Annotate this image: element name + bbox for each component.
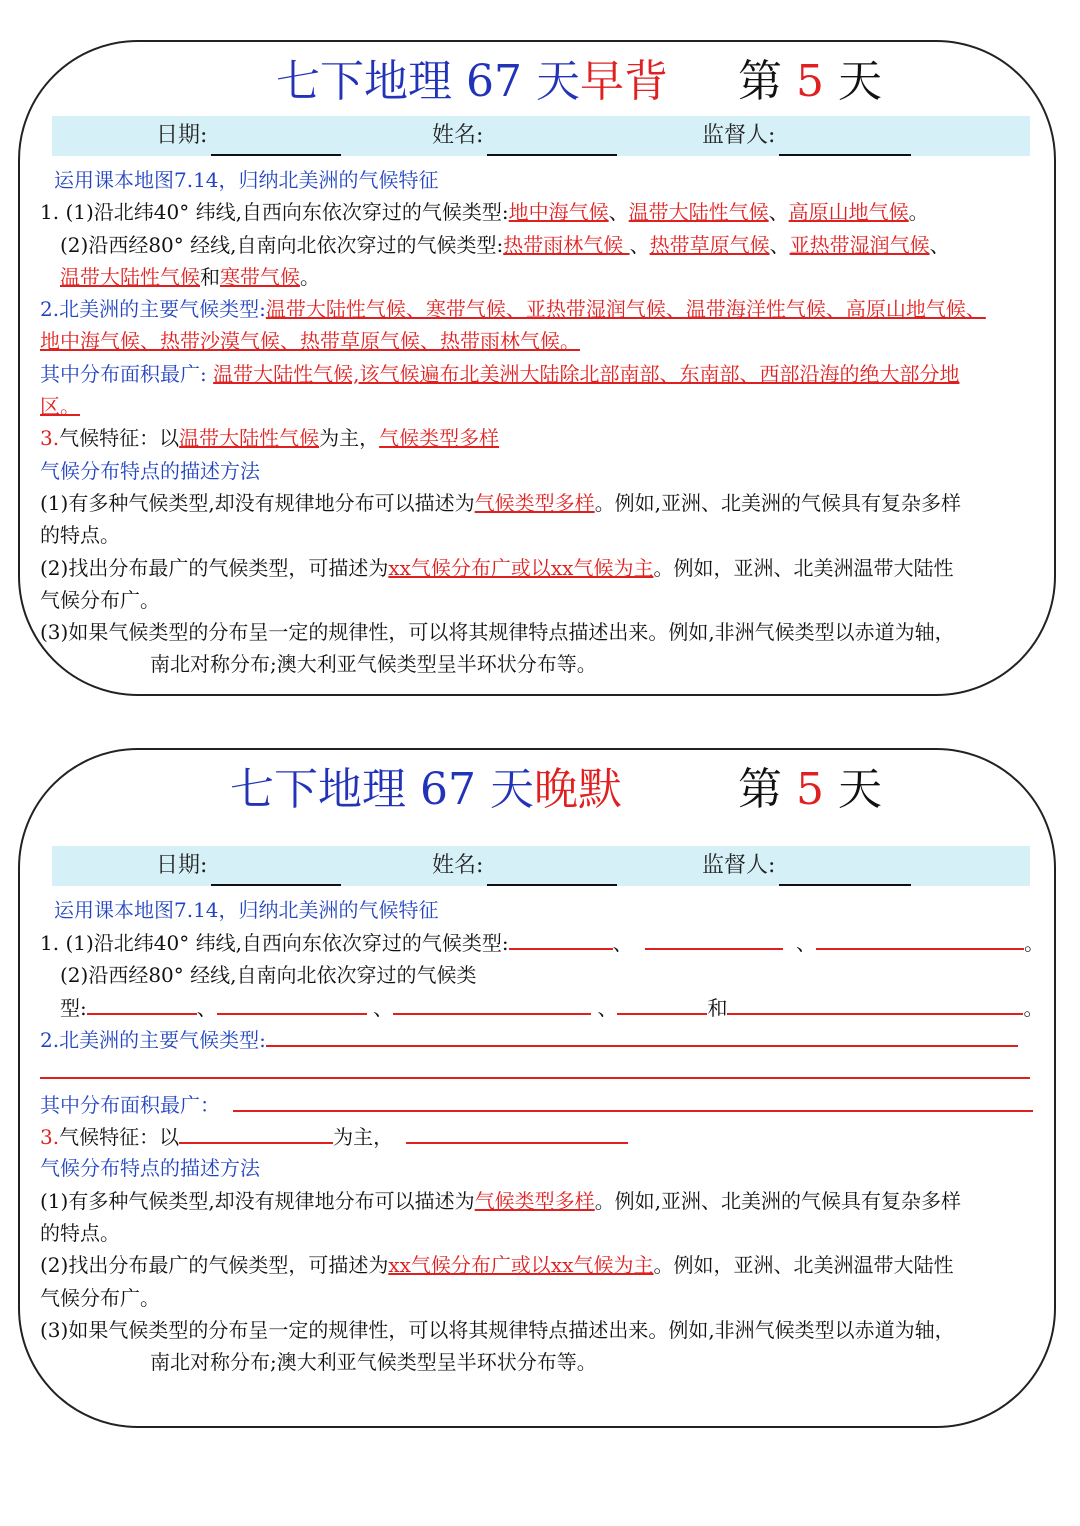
evening-title (20, 760, 1054, 820)
name-field: 姓名: (432, 116, 617, 156)
morning-method-3-cont: 南北对称分布;澳大利亚气候类型呈半环状分布等。 (150, 652, 597, 677)
evening-q1: 1. (1)沿北纬40° 纬线,自西向东依次穿过的气候类型: 、 、 。 (40, 926, 1046, 958)
evening-title-type-a: 天 (489, 764, 534, 815)
evening-q3: 3.气候特征：以 为主， (40, 1120, 1046, 1152)
morning-card (18, 40, 1056, 696)
morning-heading: 运用课本地图7.14，归纳北美洲的气候特征 (54, 168, 439, 192)
morning-method-2: (2)找出分布最广的气候类型，可描述为xx气候分布广或以xx气候为主。例如，亚洲、北美洲温带大陆性 (40, 555, 954, 580)
evening-day-number: 5 (796, 764, 824, 815)
evening-q2: 2.北美洲的主要气候类型: (40, 1023, 1046, 1055)
supervisor-blank[interactable] (779, 126, 911, 156)
answer-blank[interactable] (40, 1077, 1030, 1079)
morning-q2b-cont: 区。 (40, 394, 80, 419)
answer-blank[interactable] (87, 991, 197, 1015)
morning-method-1: (1)有多种气候类型,却没有规律地分布可以描述为气候类型多样。例如,亚洲、北美洲的气候具有复杂多样 (40, 490, 962, 515)
morning-title-type-a: 天 (535, 56, 580, 107)
morning-content (40, 164, 1046, 681)
morning-q3: 3.气候特征：以温带大陆性气候为主，气候类型多样 (40, 426, 500, 451)
evening-title-day: 第 5 天 (738, 764, 882, 815)
evening-method-2-cont: 气候分布广。 (40, 1285, 160, 1310)
answer-blank[interactable] (509, 926, 613, 950)
supervisor-blank[interactable] (779, 856, 911, 886)
date-blank[interactable] (211, 856, 341, 886)
answer-blank[interactable] (217, 991, 367, 1015)
evening-q1b-cont: 型: 、 、 、 和 。 (40, 991, 1046, 1023)
answer-blank[interactable] (393, 991, 591, 1015)
evening-content (40, 894, 1046, 1378)
date-field: 日期: (156, 116, 341, 156)
evening-q2b: 其中分布面积最广： (40, 1088, 1046, 1120)
morning-title-type-b: 早背 (579, 56, 668, 107)
supervisor-field: 监督人: (702, 116, 911, 156)
morning-title (20, 52, 1054, 112)
morning-day-number: 5 (796, 56, 824, 107)
answer-blank[interactable] (645, 926, 783, 950)
morning-title-day: 第 5 天 (738, 56, 882, 107)
answer-blank[interactable] (266, 1023, 1018, 1047)
evening-info-bar (52, 846, 1030, 886)
name-blank[interactable] (487, 856, 617, 886)
date-field: 日期: (156, 846, 341, 886)
morning-method-1-cont: 的特点。 (40, 523, 120, 548)
answer-blank[interactable] (816, 926, 1024, 950)
morning-method-3: (3)如果气候类型的分布呈一定的规律性，可以将其规律特点描述出来。例如,非洲气候类型以赤道为轴， (40, 620, 955, 645)
evening-method-heading: 气候分布特点的描述方法 (40, 1156, 260, 1181)
evening-method-3: (3)如果气候类型的分布呈一定的规律性，可以将其规律特点描述出来。例如,非洲气候类型以赤道为轴， (40, 1317, 955, 1342)
answer-blank[interactable] (617, 991, 707, 1015)
morning-q1b: (2)沿西经80° 经线,自南向北依次穿过的气候类型:热带雨林气候 、热带草原气候、亚热带湿润气候、 (60, 232, 950, 257)
evening-title-main: 七下地理 67 (230, 764, 476, 815)
morning-info-bar (52, 116, 1030, 156)
morning-method-heading: 气候分布特点的描述方法 (40, 458, 260, 483)
morning-q1b-cont: 温带大陆性气候和寒带气候。 (60, 264, 320, 289)
morning-method-2-cont: 气候分布广。 (40, 587, 160, 612)
evening-card (18, 748, 1056, 1428)
evening-method-3-cont: 南北对称分布;澳大利亚气候类型呈半环状分布等。 (150, 1350, 597, 1375)
evening-q2-cont (40, 1055, 1046, 1087)
evening-method-1-cont: 的特点。 (40, 1220, 120, 1245)
name-blank[interactable] (487, 126, 617, 156)
morning-title-main: 七下地理 67 (276, 56, 522, 107)
answer-blank[interactable] (179, 1120, 333, 1144)
evening-method-2: (2)找出分布最广的气候类型，可描述为xx气候分布广或以xx气候为主。例如，亚洲、北美洲温带大陆性 (40, 1253, 954, 1278)
evening-title-type-b: 晚默 (533, 764, 622, 815)
morning-q1: 1. (1)沿北纬40° 纬线,自西向东依次穿过的气候类型:地中海气候、温带大陆性气候、高原山地气候。 (40, 200, 929, 225)
name-field: 姓名: (432, 846, 617, 886)
answer-blank[interactable] (233, 1088, 1033, 1112)
evening-method-1: (1)有多种气候类型,却没有规律地分布可以描述为气候类型多样。例如,亚洲、北美洲的气候具有复杂多样 (40, 1188, 962, 1213)
evening-q1b: (2)沿西经80° 经线,自南向北依次穿过的气候类 (60, 962, 477, 987)
answer-blank[interactable] (727, 991, 1023, 1015)
date-blank[interactable] (211, 126, 341, 156)
morning-q2b: 其中分布面积最广: 温带大陆性气候,该气候遍布北美洲大陆除北部南部、东南部、西部沿海的绝大部分地 (40, 361, 960, 386)
supervisor-field: 监督人: (702, 846, 911, 886)
answer-blank[interactable] (406, 1120, 628, 1144)
evening-heading: 运用课本地图7.14，归纳北美洲的气候特征 (54, 898, 439, 922)
morning-q2-cont: 地中海气候、热带沙漠气候、热带草原气候、热带雨林气候。 (40, 329, 580, 354)
morning-q2: 2.北美洲的主要气候类型:温带大陆性气候、寒带气候、亚热带湿润气候、温带海洋性气候、高原山地气候、 (40, 297, 986, 322)
